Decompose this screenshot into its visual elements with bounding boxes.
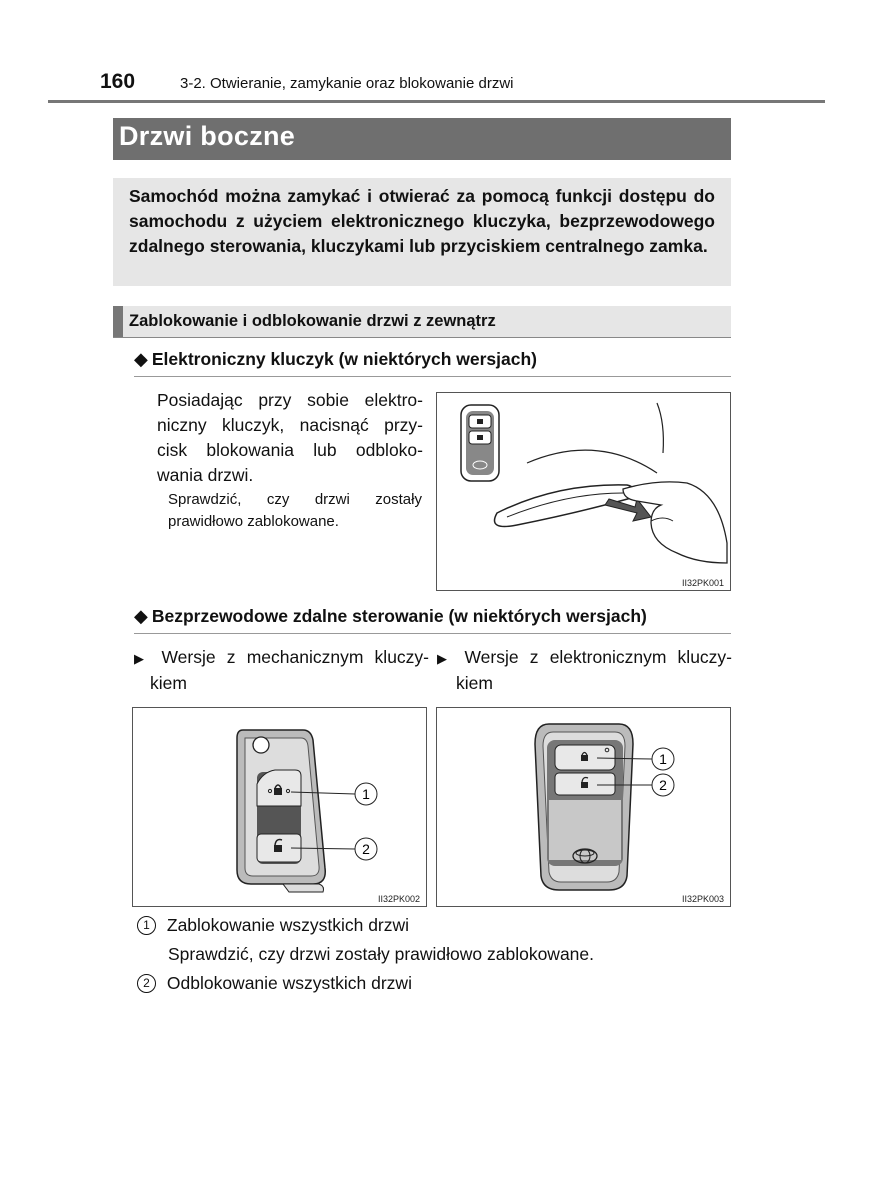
figure-mechanical-key [132, 707, 427, 907]
topic-1-heading [134, 349, 537, 370]
subsection-bar [113, 306, 731, 338]
right-variant-line-2: kiem [456, 673, 493, 693]
legend-text-1: Zablokowanie wszystkich drzwi [166, 915, 410, 935]
subsection-title: Zablokowanie i odblokowanie drzwi z zewnątrz [129, 312, 496, 330]
topic-1-line-2: niczny kluczyk, nacisnąć przy- [157, 415, 423, 435]
topic-1-title: Elektroniczny kluczyk (w niektórych wersjach) [151, 349, 537, 369]
figure-3-code: II32PK003 [681, 894, 724, 904]
right-variant-line-1: Wersje z elektronicznym kluczy- [464, 647, 733, 667]
figure-1-code: II32PK001 [681, 578, 724, 588]
smart-key-icon [461, 405, 499, 481]
legend-number-2: 2 [137, 974, 156, 993]
topic-2-heading [134, 606, 647, 627]
callout-2: 2 [659, 777, 667, 793]
legend-number-1: 1 [137, 916, 156, 935]
chapter-title: 3-2. Otwieranie, zamykanie oraz blokowanie drzwi [180, 75, 514, 92]
topic-1-note-line-1: Sprawdzić, czy drzwi zostały [168, 491, 422, 508]
diamond-bullet-icon: ◆ [134, 606, 148, 626]
topic-1-line-4: wania drzwi. [157, 465, 254, 485]
legend-item-2 [137, 971, 737, 996]
callout-2: 2 [362, 841, 370, 857]
right-variant-label [437, 645, 732, 696]
topic-2-rule [134, 633, 731, 634]
left-variant-line-1: Wersje z mechanicznym kluczy- [161, 647, 430, 667]
triangle-bullet-icon: ▶ [437, 651, 454, 666]
legend-note-1: Sprawdzić, czy drzwi zostały prawidłowo zablokowane. [168, 944, 595, 964]
electronic-key-illustration [437, 708, 730, 906]
topic-1-line-3: cisk blokowania lub odbloko- [157, 440, 423, 460]
callout-1: 1 [659, 751, 667, 767]
figure-electronic-key [436, 707, 731, 907]
flip-key-icon [237, 730, 325, 892]
section-title-bar [113, 118, 731, 160]
legend-item-1 [137, 913, 737, 938]
topic-1-note-line-2: prawidłowo zablokowane. [168, 513, 339, 530]
subsection-accent [113, 306, 123, 337]
topic-2-title: Bezprzewodowe zdalne sterowanie (w niektórych wersjach) [151, 606, 647, 626]
figure-door-handle [436, 392, 731, 591]
diamond-bullet-icon: ◆ [134, 349, 148, 369]
intro-box [113, 178, 731, 286]
topic-1-body [157, 388, 423, 488]
left-variant-label [134, 645, 429, 696]
page-number: 160 [100, 70, 136, 93]
left-variant-line-2: kiem [150, 673, 187, 693]
section-title: Drzwi boczne [119, 121, 296, 151]
callout-1: 1 [362, 786, 370, 802]
figure-2-code: II32PK002 [377, 894, 420, 904]
topic-1-line-1: Posiadając przy sobie elektro- [157, 390, 423, 410]
smart-key-icon [535, 724, 633, 890]
mechanical-key-illustration [133, 708, 426, 906]
topic-1-rule [134, 376, 731, 377]
legend-text-2: Odblokowanie wszystkich drzwi [166, 973, 412, 993]
legend [137, 913, 737, 996]
door-handle-illustration [437, 393, 730, 590]
topic-1-note [168, 489, 422, 533]
intro-text: Samochód można zamykać i otwierać za pomocą funkcji dostępu do samochodu z użyciem elektronicznego kluczyka, bezprzewodowego zdalnego sterowania, kluczykami lub przyciskiem centralnego zamka. [129, 186, 715, 256]
header-rule [48, 100, 825, 103]
triangle-bullet-icon: ▶ [134, 651, 151, 666]
